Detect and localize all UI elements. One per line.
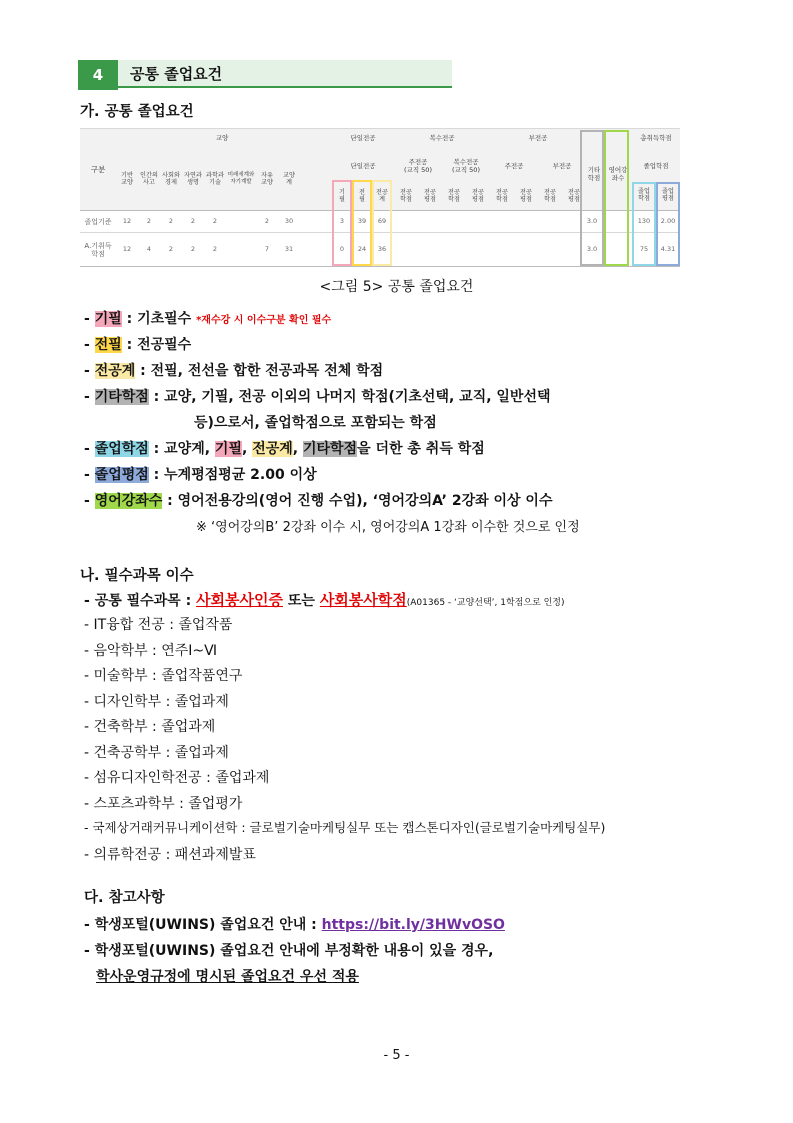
figure-caption: <그림 5> 공통 졸업요건 — [319, 279, 474, 295]
sub-header: 영어강 좌수 — [608, 166, 628, 182]
major-requirement — [84, 691, 229, 711]
table-cell: 130 — [637, 217, 651, 226]
table-cell: 7 — [264, 245, 270, 254]
table-cell: 3 — [339, 217, 345, 226]
box-other-credits — [580, 130, 604, 266]
table-cell — [538, 234, 562, 266]
list-dash: - — [84, 719, 94, 735]
table-cell: 2 — [264, 217, 270, 226]
major-text: 스포츠과학부 : 졸업평가 — [93, 795, 243, 812]
table-cell: 3.0 — [586, 217, 598, 226]
term-jeonpil: 전필 — [94, 337, 122, 353]
uwins-link[interactable]: https://bit.ly/3HWvOSO — [321, 917, 505, 933]
table-line — [80, 128, 680, 129]
list-dash: - — [84, 693, 94, 710]
major-requirement — [84, 793, 242, 813]
major-text: IT융합 전공 : 졸업작품 — [93, 617, 233, 633]
table-cell — [418, 212, 442, 232]
list-dash: - — [84, 642, 94, 659]
major-text: 건축학부 : 졸업과제 — [93, 719, 216, 735]
major-requirement — [84, 818, 605, 836]
column-header: 자유 교양 — [261, 171, 273, 186]
definition-item: - 전필 : 전공필수 — [84, 337, 192, 353]
term-other-credits: 기타학점 — [94, 389, 149, 405]
list-dash: - — [84, 820, 93, 835]
heading-common-requirements: 가. 공통 졸업요건 — [80, 104, 194, 120]
table-cell: 39 — [357, 217, 367, 226]
column-header: 기반 교양 — [121, 171, 133, 186]
required-note: (A01365 - ‘교양선택’, 1학점으로 인정) — [406, 598, 565, 608]
term-gipil-inline: 기필 — [214, 441, 242, 457]
table-cell — [514, 234, 538, 266]
column-header: 미래세계와 자기계발 — [227, 172, 255, 185]
column-header: 전공 학점 — [448, 188, 460, 203]
box-grad-gpa — [656, 182, 680, 266]
table-cell: 12 — [122, 217, 132, 226]
table-cell — [490, 234, 514, 266]
english-note: ※ ‘영어강의B’ 2강좌 이수 시, 영어강의A 1강좌 이수한 것으로 인정 — [196, 520, 580, 535]
table-cell — [466, 234, 490, 266]
table-cell — [226, 234, 256, 266]
definition-text: : 전공필수 — [121, 337, 192, 353]
list-dash: - — [84, 846, 94, 863]
table-cell — [226, 212, 256, 232]
definition-text: : 교양, 기필, 전공 이외의 나머지 학점(기초선택, 교직, 일반선택 — [148, 389, 551, 405]
definition-item: - 졸업학점 : 교양계, 기필, 전공계, 기타학점을 더한 총 취득 학점 — [84, 441, 485, 457]
term-other-inline: 기타학점 — [302, 441, 358, 457]
major-requirement — [84, 767, 269, 787]
list-dash: - — [84, 617, 94, 633]
column-header: 전공 평점 — [424, 188, 436, 203]
definition-text: : 누계평점평균 2.00 이상 — [148, 467, 317, 483]
table-cell: 36 — [377, 245, 387, 254]
group-header: 총취득학점 — [640, 134, 672, 143]
table-cell — [394, 212, 418, 232]
table-cell — [466, 212, 490, 232]
major-requirement — [84, 716, 215, 736]
table-cell: 2 — [168, 245, 174, 254]
list-dash: - — [84, 668, 94, 684]
definition-text: : 기초필수 — [121, 311, 197, 327]
page-number: - 5 - — [383, 1048, 410, 1063]
table-cell — [514, 212, 538, 232]
term-major-total: 전공계 — [94, 363, 136, 379]
group-header: 교양 — [215, 134, 229, 143]
major-text: 음악학부 : 연주Ⅰ~Ⅵ — [93, 642, 218, 659]
table-cell — [538, 212, 562, 232]
reference-continuation — [96, 966, 359, 986]
table-cell — [490, 212, 514, 232]
required-prefix: 공통 필수과목 : — [94, 593, 197, 609]
column-header: 기 필 — [339, 188, 345, 203]
definition-item: - 기타학점 : 교양, 기필, 전공 이외의 나머지 학점(기초선택, 교직, 일반선택 — [84, 389, 551, 405]
sub-header: 주전공 (교직 50) — [404, 158, 432, 174]
table-cell: 69 — [377, 217, 387, 226]
major-text: 건축공학부 : 졸업과제 — [93, 744, 229, 761]
term-english-count: 영어강좌수 — [94, 493, 163, 509]
box-jeonpil — [352, 180, 372, 266]
major-requirement — [84, 844, 256, 864]
definition-item: - 졸업평점 : 누계평점평균 2.00 이상 — [84, 467, 317, 483]
table-line — [80, 266, 680, 267]
table-cell — [418, 234, 442, 266]
section-header — [78, 60, 452, 90]
term-gipil: 기필 — [94, 311, 122, 327]
column-header: 전공 학점 — [400, 188, 412, 203]
major-requirement — [84, 665, 242, 685]
sub-header: 부전공 — [552, 162, 572, 171]
table-cell — [442, 234, 466, 266]
retake-note: *재수강 시 이수구분 확인 필수 — [196, 315, 332, 326]
major-text: 섬유디자인학전공 : 졸업과제 — [93, 770, 270, 786]
table-cell: 2 — [146, 217, 152, 226]
definition-text: : 전필, 전선을 합한 전공과목 전체 학점 — [135, 363, 384, 379]
major-requirement — [84, 640, 217, 660]
list-dash: - — [84, 770, 94, 786]
heading-required-courses: 나. 필수과목 이수 — [80, 568, 194, 584]
table-cell: 4.31 — [660, 245, 676, 254]
social-service-credit: 사회봉사학점 — [319, 591, 407, 609]
table-cell: 75 — [639, 245, 649, 254]
separator: , — [241, 441, 253, 457]
section-number: 4 — [78, 60, 118, 90]
row-label: 졸업기준 — [84, 217, 112, 226]
group-header: 복수전공 — [429, 134, 455, 143]
definition-text: 등)으로서, 졸업학점으로 포함되는 학점 — [194, 415, 437, 431]
table-cell: 2.00 — [660, 217, 676, 226]
heading-references: 다. 참고사항 — [84, 890, 165, 906]
table-cell — [442, 212, 466, 232]
list-dash: - — [84, 795, 94, 812]
definition-continuation — [194, 412, 437, 432]
table-cell: 2 — [212, 245, 218, 254]
box-major-total — [372, 180, 392, 266]
definition-text: : 교양계, — [148, 441, 215, 457]
definition-item: - 전공계 : 전필, 전선을 합한 전공과목 전체 학점 — [84, 363, 384, 379]
sub-header: 복수전공 (교직 50) — [452, 158, 480, 174]
required-common: - 공통 필수과목 : 사회봉사인증 또는 사회봉사학점(A01365 - ‘교양선택’, 1학점으로 인정) — [84, 591, 565, 609]
term-grad-credits: 졸업학점 — [94, 441, 149, 457]
term-major-total-inline: 전공계 — [252, 441, 293, 457]
column-header: 과학과 기술 — [206, 171, 224, 186]
social-service-cert: 사회봉사인증 — [196, 591, 284, 609]
row-label: A.기취득 학점 — [84, 241, 112, 258]
box-english-count — [604, 130, 629, 266]
requirements-table — [80, 128, 680, 268]
group-header: 단일전공 — [350, 134, 376, 143]
row-label-header: 구분 — [90, 164, 106, 174]
major-requirement — [84, 614, 232, 634]
box-grad-credits — [632, 182, 656, 266]
sub-header: 단일전공 — [350, 162, 376, 171]
major-text: 미술학부 : 졸업작품연구 — [93, 668, 243, 684]
definition-text: 을 더한 총 취득 학점 — [357, 441, 485, 457]
column-header: 전공 학점 — [544, 188, 556, 203]
column-header: 인간의 사고 — [140, 171, 158, 186]
table-cell: 2 — [168, 217, 174, 226]
term-grad-gpa: 졸업평점 — [94, 467, 149, 483]
major-text: 의류학전공 : 패션과제발표 — [93, 846, 256, 863]
definition-text: : 영어전용강의(영어 진행 수업), ‘영어강의A’ 2강좌 이상 이수 — [162, 493, 553, 509]
list-dash: - — [84, 744, 94, 761]
table-cell: 12 — [122, 245, 132, 254]
major-text: 디자인학부 : 졸업과제 — [93, 693, 229, 710]
table-cell: 2 — [212, 217, 218, 226]
sub-header: 주전공 — [504, 162, 524, 171]
table-cell: 30 — [284, 217, 294, 226]
column-header: 졸업 평점 — [662, 187, 674, 202]
column-header: 전공 평점 — [568, 188, 580, 203]
reference-text: 학생포털(UWINS) 졸업요건 안내에 부정확한 내용이 있을 경우, — [94, 943, 494, 959]
column-header: 전공 계 — [376, 188, 388, 203]
definition-item: - 기필 : 기초필수 *재수강 시 이수구분 확인 필수 — [84, 311, 332, 327]
column-header: 전 필 — [359, 188, 365, 203]
column-header: 전공 학점 — [496, 188, 508, 203]
column-header: 교양 계 — [283, 171, 295, 186]
table-cell: 4 — [146, 245, 152, 254]
table-cell: 2 — [190, 245, 196, 254]
column-header: 자연과 생명 — [184, 171, 202, 186]
column-header: 전공 평점 — [472, 188, 484, 203]
definition-item: - 영어강좌수 : 영어전용강의(영어 진행 수업), ‘영어강의A’ 2강좌 이상 이수 — [84, 493, 553, 509]
required-or: 또는 — [283, 593, 320, 609]
box-gipil — [332, 180, 352, 266]
major-requirement — [84, 742, 229, 762]
major-text: 국제상거래커뮤니케이션학 : 글로벌기술마케팅실무 또는 캡스톤디자인(글로벌기술마케팅실무) — [92, 820, 606, 835]
section-title: 공통 졸업요건 — [118, 60, 452, 88]
column-header: 사회와 경제 — [162, 171, 180, 186]
reference-text: 학생포털(UWINS) 졸업요건 안내 : — [94, 917, 322, 933]
separator: , — [292, 441, 303, 457]
group-header: 부전공 — [528, 134, 548, 143]
sub-header: 기타 학점 — [587, 166, 601, 182]
table-cell — [394, 234, 418, 266]
reference-text: 학사운영규정에 명시된 졸업요건 우선 적용 — [96, 969, 359, 985]
sub-header: 졸업학점 — [643, 162, 669, 171]
reference-item: - 학생포털(UWINS) 졸업요건 안내에 부정확한 내용이 있을 경우, — [84, 943, 494, 959]
table-cell: 0 — [339, 245, 345, 254]
reference-item: - 학생포털(UWINS) 졸업요건 안내 : https://bit.ly/3HWvOSO — [84, 917, 505, 933]
table-cell: 2 — [190, 217, 196, 226]
table-cell: 31 — [284, 245, 294, 254]
table-cell: 3.0 — [586, 245, 598, 254]
column-header: 졸업 학점 — [638, 187, 650, 202]
table-cell: 24 — [357, 245, 367, 254]
column-header: 전공 평점 — [520, 188, 532, 203]
